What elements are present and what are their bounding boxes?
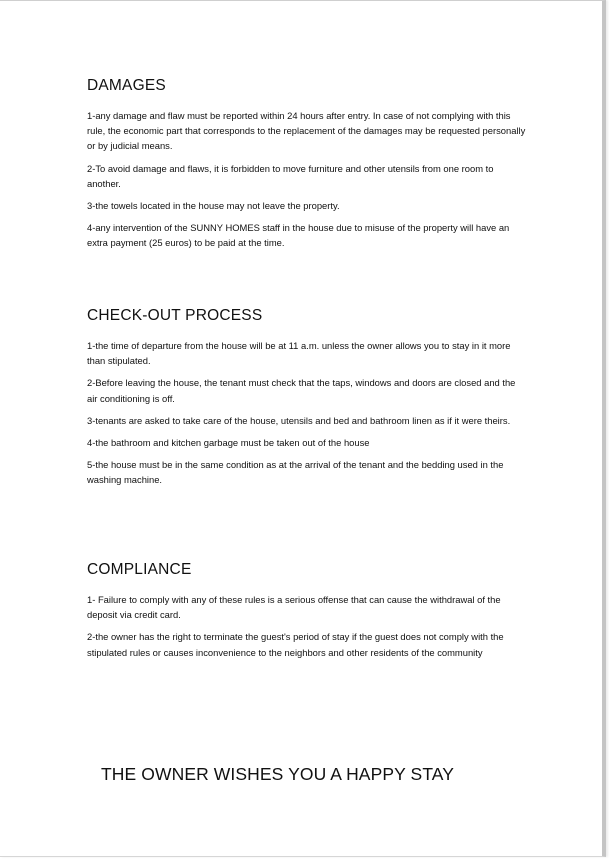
- damages-rule-2: 2-To avoid damage and flaws, it is forbidden to move furniture and other utensils from one room to another.: [87, 162, 494, 189]
- checkout-rule-2: 2-Before leaving the house, the tenant must check that the taps, windows and doors are closed and the air conditioning is off.: [87, 377, 516, 404]
- damages-heading: DAMAGES: [87, 77, 166, 94]
- damages-rule-3: 3-the towels located in the house may not leave the property.: [87, 200, 340, 212]
- checkout-rule-3: 3-tenants are asked to take care of the house, utensils and bed and bathroom linen as if it were theirs.: [87, 414, 511, 426]
- damages-section: [87, 77, 527, 258]
- damages-rule-1: 1-any damage and flaw must be reported within 24 hours after entry. In case of not complying with this rule, the economic part that corresponds to the replacement of the damages may be requested personally or by judicial means.: [87, 110, 526, 152]
- checkout-heading: CHECK-OUT PROCESS: [87, 307, 263, 324]
- compliance-rule-1: 1- Failure to comply with any of these rules is a serious offense that can cause the withdrawal of the deposit via credit card.: [87, 594, 501, 621]
- compliance-heading: COMPLIANCE: [87, 561, 192, 578]
- checkout-rule-4: 4-the bathroom and kitchen garbage must be taken out of the house: [87, 437, 370, 449]
- damages-rule-4: 4-any intervention of the SUNNY HOMES staff in the house due to misuse of the property will have an extra payment (25 euros) to be paid at the time.: [87, 222, 510, 249]
- checkout-rule-1: 1-the time of departure from the house will be at 11 a.m. unless the owner allows you to stay in it more than stipulated.: [87, 340, 511, 367]
- checkout-section: [87, 307, 527, 495]
- closing-message: THE OWNER WISHES YOU A HAPPY STAY: [101, 764, 455, 784]
- checkout-rule-5: 5-the house must be in the same condition as at the arrival of the tenant and the bedding used in the washing machine.: [87, 459, 504, 486]
- compliance-section: [87, 561, 527, 667]
- compliance-rule-2: 2-the owner has the right to terminate the guest's period of stay if the guest does not comply with the stipulated rules or causes inconvenience to the neighbors and other residents of the community: [87, 631, 504, 658]
